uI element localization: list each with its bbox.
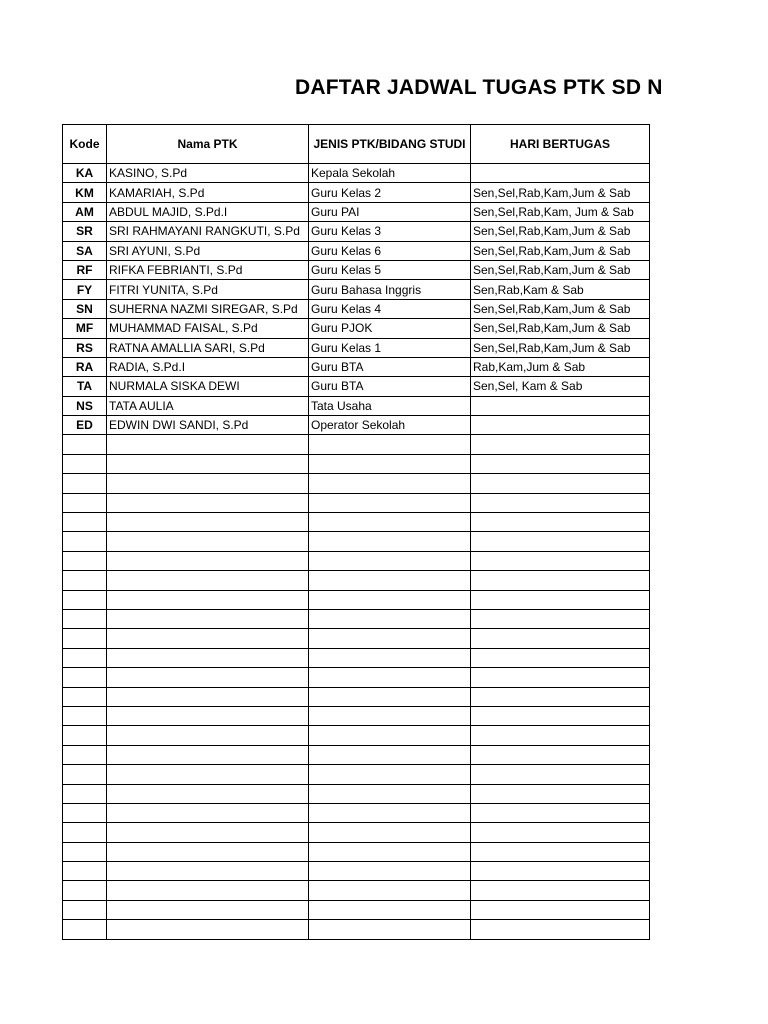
cell-jenis-ptk[interactable] (309, 706, 471, 725)
cell-jenis-ptk[interactable] (309, 745, 471, 764)
cell-nama-ptk[interactable] (107, 784, 309, 803)
cell-hari-bertugas[interactable] (471, 765, 650, 784)
table-row (63, 726, 650, 745)
cell-nama-ptk[interactable]: RADIA, S.Pd.I (107, 357, 309, 376)
cell-jenis-ptk[interactable] (309, 823, 471, 842)
cell-nama-ptk[interactable] (107, 706, 309, 725)
cell-hari-bertugas[interactable] (471, 609, 650, 628)
cell-jenis-ptk[interactable] (309, 881, 471, 900)
table-header-row (63, 125, 650, 164)
cell-kode[interactable]: RS (63, 338, 107, 357)
cell-kode[interactable] (63, 629, 107, 648)
cell-nama-ptk[interactable] (107, 823, 309, 842)
table-row (63, 687, 650, 706)
table-row (63, 338, 650, 357)
cell-kode[interactable] (63, 687, 107, 706)
cell-nama-ptk[interactable]: RATNA AMALLIA SARI, S.Pd (107, 338, 309, 357)
table-row (63, 765, 650, 784)
cell-jenis-ptk[interactable]: Guru Kelas 6 (309, 241, 471, 260)
cell-kode[interactable]: MF (63, 319, 107, 338)
cell-kode[interactable]: SN (63, 299, 107, 318)
cell-jenis-ptk[interactable] (309, 726, 471, 745)
cell-nama-ptk[interactable] (107, 454, 309, 473)
cell-hari-bertugas[interactable]: Sen,Sel,Rab,Kam,Jum & Sab (471, 338, 650, 357)
cell-nama-ptk[interactable] (107, 881, 309, 900)
cell-kode[interactable]: ED (63, 416, 107, 435)
cell-hari-bertugas[interactable] (471, 435, 650, 454)
header-kode: Kode (63, 125, 107, 164)
cell-nama-ptk[interactable] (107, 474, 309, 493)
cell-jenis-ptk[interactable] (309, 629, 471, 648)
cell-hari-bertugas[interactable] (471, 687, 650, 706)
cell-jenis-ptk[interactable]: Guru Kelas 1 (309, 338, 471, 357)
cell-kode[interactable] (63, 823, 107, 842)
table-row (63, 164, 650, 183)
cell-hari-bertugas[interactable] (471, 532, 650, 551)
cell-jenis-ptk[interactable] (309, 668, 471, 687)
cell-jenis-ptk[interactable] (309, 920, 471, 939)
cell-nama-ptk[interactable] (107, 687, 309, 706)
cell-hari-bertugas[interactable] (471, 648, 650, 667)
cell-nama-ptk[interactable]: EDWIN DWI SANDI, S.Pd (107, 416, 309, 435)
cell-hari-bertugas[interactable] (471, 745, 650, 764)
cell-hari-bertugas[interactable]: Rab,Kam,Jum & Sab (471, 357, 650, 376)
cell-kode[interactable] (63, 920, 107, 939)
cell-nama-ptk[interactable]: MUHAMMAD FAISAL, S.Pd (107, 319, 309, 338)
table-row (63, 706, 650, 725)
table-row (63, 299, 650, 318)
cell-hari-bertugas[interactable]: Sen,Sel, Kam & Sab (471, 377, 650, 396)
cell-jenis-ptk[interactable] (309, 687, 471, 706)
cell-jenis-ptk[interactable]: Guru Bahasa Inggris (309, 280, 471, 299)
table-row (63, 396, 650, 415)
table-row (63, 202, 650, 221)
cell-nama-ptk[interactable] (107, 435, 309, 454)
cell-kode[interactable]: SA (63, 241, 107, 260)
cell-hari-bertugas[interactable]: Sen,Sel,Rab,Kam,Jum & Sab (471, 299, 650, 318)
table-row (63, 416, 650, 435)
cell-kode[interactable] (63, 803, 107, 822)
cell-jenis-ptk[interactable] (309, 842, 471, 861)
cell-jenis-ptk[interactable] (309, 435, 471, 454)
cell-jenis-ptk[interactable] (309, 765, 471, 784)
table-row (63, 668, 650, 687)
cell-nama-ptk[interactable] (107, 609, 309, 628)
cell-kode[interactable] (63, 648, 107, 667)
cell-kode[interactable]: RF (63, 260, 107, 279)
cell-kode[interactable] (63, 454, 107, 473)
cell-nama-ptk[interactable]: KASINO, S.Pd (107, 164, 309, 183)
cell-hari-bertugas[interactable] (471, 823, 650, 842)
cell-kode[interactable]: TA (63, 377, 107, 396)
cell-kode[interactable] (63, 609, 107, 628)
cell-hari-bertugas[interactable] (471, 454, 650, 473)
table-row (63, 571, 650, 590)
cell-nama-ptk[interactable] (107, 648, 309, 667)
cell-hari-bertugas[interactable] (471, 416, 650, 435)
cell-nama-ptk[interactable] (107, 726, 309, 745)
cell-jenis-ptk[interactable]: Guru Kelas 5 (309, 260, 471, 279)
table-row (63, 319, 650, 338)
cell-hari-bertugas[interactable] (471, 513, 650, 532)
cell-hari-bertugas[interactable] (471, 900, 650, 919)
table-row (63, 590, 650, 609)
cell-kode[interactable] (63, 765, 107, 784)
table-row (63, 454, 650, 473)
cell-hari-bertugas[interactable]: Sen,Sel,Rab,Kam, Jum & Sab (471, 202, 650, 221)
table-row (63, 784, 650, 803)
cell-kode[interactable] (63, 784, 107, 803)
table-row (63, 862, 650, 881)
cell-kode[interactable]: KA (63, 164, 107, 183)
cell-jenis-ptk[interactable] (309, 900, 471, 919)
table-row (63, 551, 650, 570)
cell-kode[interactable] (63, 862, 107, 881)
cell-hari-bertugas[interactable] (471, 842, 650, 861)
header-hari-bertugas: HARI BERTUGAS (471, 125, 650, 164)
table-row (63, 260, 650, 279)
cell-hari-bertugas[interactable] (471, 784, 650, 803)
cell-kode[interactable] (63, 513, 107, 532)
cell-nama-ptk[interactable]: SUHERNA NAZMI SIREGAR, S.Pd (107, 299, 309, 318)
table-row (63, 532, 650, 551)
table-row (63, 803, 650, 822)
cell-kode[interactable]: SR (63, 222, 107, 241)
cell-kode[interactable]: RA (63, 357, 107, 376)
cell-hari-bertugas[interactable] (471, 726, 650, 745)
cell-nama-ptk[interactable] (107, 920, 309, 939)
table-row (63, 881, 650, 900)
cell-jenis-ptk[interactable] (309, 862, 471, 881)
cell-jenis-ptk[interactable] (309, 551, 471, 570)
cell-nama-ptk[interactable] (107, 532, 309, 551)
cell-hari-bertugas[interactable] (471, 706, 650, 725)
table-row (63, 222, 650, 241)
cell-hari-bertugas[interactable] (471, 551, 650, 570)
cell-jenis-ptk[interactable] (309, 493, 471, 512)
cell-jenis-ptk[interactable] (309, 784, 471, 803)
cell-kode[interactable] (63, 842, 107, 861)
cell-nama-ptk[interactable]: KAMARIAH, S.Pd (107, 183, 309, 202)
table-row (63, 493, 650, 512)
cell-jenis-ptk[interactable]: Guru Kelas 3 (309, 222, 471, 241)
cell-jenis-ptk[interactable]: Guru PJOK (309, 319, 471, 338)
cell-jenis-ptk[interactable]: Kepala Sekolah (309, 164, 471, 183)
cell-kode[interactable] (63, 590, 107, 609)
cell-hari-bertugas[interactable] (471, 571, 650, 590)
cell-nama-ptk[interactable] (107, 513, 309, 532)
cell-jenis-ptk[interactable] (309, 532, 471, 551)
table-row (63, 900, 650, 919)
cell-jenis-ptk[interactable]: Operator Sekolah (309, 416, 471, 435)
header-nama-ptk: Nama PTK (107, 125, 309, 164)
cell-hari-bertugas[interactable] (471, 493, 650, 512)
cell-nama-ptk[interactable] (107, 765, 309, 784)
cell-jenis-ptk[interactable] (309, 609, 471, 628)
cell-kode[interactable] (63, 706, 107, 725)
cell-hari-bertugas[interactable] (471, 920, 650, 939)
cell-kode[interactable] (63, 493, 107, 512)
cell-hari-bertugas[interactable]: Sen,Sel,Rab,Kam,Jum & Sab (471, 183, 650, 202)
cell-hari-bertugas[interactable] (471, 881, 650, 900)
cell-nama-ptk[interactable] (107, 590, 309, 609)
cell-jenis-ptk[interactable] (309, 571, 471, 590)
cell-hari-bertugas[interactable] (471, 590, 650, 609)
cell-hari-bertugas[interactable]: Sen,Sel,Rab,Kam,Jum & Sab (471, 319, 650, 338)
table-row (63, 183, 650, 202)
cell-kode[interactable]: NS (63, 396, 107, 415)
cell-nama-ptk[interactable]: SRI AYUNI, S.Pd (107, 241, 309, 260)
cell-jenis-ptk[interactable] (309, 454, 471, 473)
table-row (63, 280, 650, 299)
cell-nama-ptk[interactable] (107, 551, 309, 570)
cell-hari-bertugas[interactable] (471, 474, 650, 493)
cell-nama-ptk[interactable] (107, 745, 309, 764)
cell-nama-ptk[interactable] (107, 842, 309, 861)
table-row (63, 474, 650, 493)
cell-kode[interactable] (63, 435, 107, 454)
table-row (63, 241, 650, 260)
cell-jenis-ptk[interactable] (309, 474, 471, 493)
header-jenis-ptk: JENIS PTK/BIDANG STUDI (309, 125, 471, 164)
cell-kode[interactable] (63, 668, 107, 687)
table-row (63, 629, 650, 648)
cell-jenis-ptk[interactable]: Guru BTA (309, 377, 471, 396)
schedule-table (62, 124, 650, 940)
cell-nama-ptk[interactable] (107, 900, 309, 919)
table-row (63, 377, 650, 396)
cell-hari-bertugas[interactable] (471, 803, 650, 822)
cell-kode[interactable] (63, 532, 107, 551)
cell-kode[interactable]: FY (63, 280, 107, 299)
cell-nama-ptk[interactable] (107, 571, 309, 590)
cell-jenis-ptk[interactable]: Guru Kelas 4 (309, 299, 471, 318)
cell-jenis-ptk[interactable] (309, 803, 471, 822)
cell-nama-ptk[interactable]: NURMALA SISKA DEWI (107, 377, 309, 396)
table-row (63, 823, 650, 842)
cell-nama-ptk[interactable] (107, 803, 309, 822)
cell-kode[interactable] (63, 745, 107, 764)
cell-nama-ptk[interactable] (107, 629, 309, 648)
cell-jenis-ptk[interactable]: Guru PAI (309, 202, 471, 221)
cell-nama-ptk[interactable]: FITRI YUNITA, S.Pd (107, 280, 309, 299)
cell-jenis-ptk[interactable]: Guru Kelas 2 (309, 183, 471, 202)
table-row (63, 609, 650, 628)
cell-hari-bertugas[interactable] (471, 629, 650, 648)
table-row (63, 842, 650, 861)
cell-kode[interactable]: KM (63, 183, 107, 202)
cell-kode[interactable] (63, 551, 107, 570)
table-row (63, 920, 650, 939)
table-row (63, 513, 650, 532)
cell-hari-bertugas[interactable]: Sen,Sel,Rab,Kam,Jum & Sab (471, 241, 650, 260)
cell-kode[interactable] (63, 900, 107, 919)
cell-hari-bertugas[interactable] (471, 862, 650, 881)
cell-nama-ptk[interactable]: ABDUL MAJID, S.Pd.I (107, 202, 309, 221)
cell-nama-ptk[interactable]: SRI RAHMAYANI RANGKUTI, S.Pd (107, 222, 309, 241)
table-row (63, 648, 650, 667)
cell-nama-ptk[interactable] (107, 668, 309, 687)
cell-jenis-ptk[interactable]: Guru BTA (309, 357, 471, 376)
cell-kode[interactable]: AM (63, 202, 107, 221)
cell-hari-bertugas[interactable] (471, 396, 650, 415)
cell-nama-ptk[interactable]: TATA AULIA (107, 396, 309, 415)
cell-kode[interactable] (63, 881, 107, 900)
cell-hari-bertugas[interactable] (471, 164, 650, 183)
cell-nama-ptk[interactable] (107, 493, 309, 512)
page-title: DAFTAR JADWAL TUGAS PTK SD N (295, 76, 663, 99)
table-row (63, 435, 650, 454)
cell-hari-bertugas[interactable]: Sen,Rab,Kam & Sab (471, 280, 650, 299)
cell-hari-bertugas[interactable] (471, 668, 650, 687)
cell-kode[interactable] (63, 571, 107, 590)
table-body (63, 164, 650, 940)
cell-jenis-ptk[interactable] (309, 513, 471, 532)
cell-nama-ptk[interactable] (107, 862, 309, 881)
cell-hari-bertugas[interactable]: Sen,Sel,Rab,Kam,Jum & Sab (471, 260, 650, 279)
cell-nama-ptk[interactable]: RIFKA FEBRIANTI, S.Pd (107, 260, 309, 279)
cell-jenis-ptk[interactable]: Tata Usaha (309, 396, 471, 415)
table-row (63, 357, 650, 376)
cell-kode[interactable] (63, 726, 107, 745)
table-row (63, 745, 650, 764)
cell-kode[interactable] (63, 474, 107, 493)
cell-jenis-ptk[interactable] (309, 648, 471, 667)
cell-jenis-ptk[interactable] (309, 590, 471, 609)
cell-hari-bertugas[interactable]: Sen,Sel,Rab,Kam,Jum & Sab (471, 222, 650, 241)
